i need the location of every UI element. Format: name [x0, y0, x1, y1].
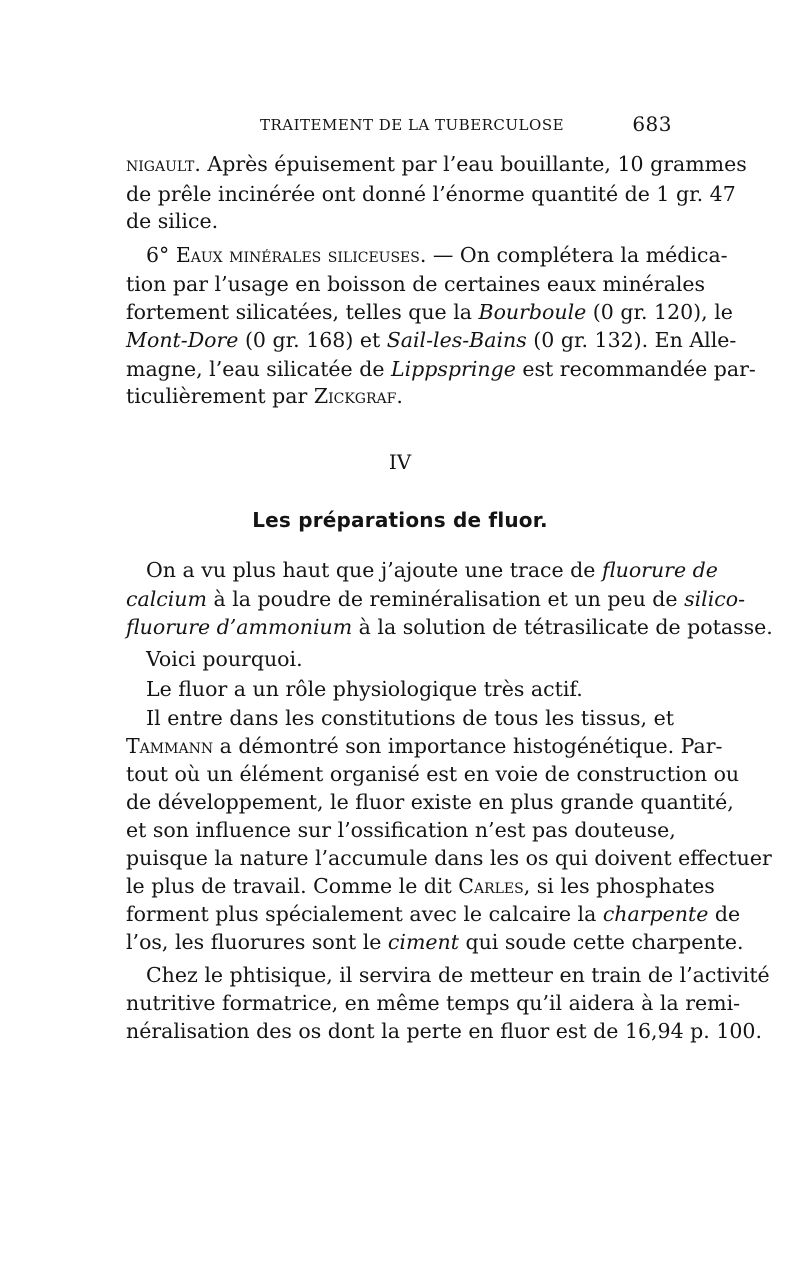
running-header	[126, 112, 676, 138]
place-name: Lippspringe	[390, 357, 516, 381]
text-line: tout où un élément organisé est en voie de construction ou	[126, 762, 740, 786]
emphasis: ciment	[387, 930, 459, 954]
text-line: nutritive formatrice, en même temps qu’il aidera à la remi-	[126, 991, 741, 1015]
text-span: le plus de travail. Comme le dit	[126, 874, 459, 898]
text-line: Chez le phtisique, il servira de metteur en train de l’activité	[146, 963, 770, 987]
text-span: Après épuisement par l’eau bouillante, 10 grammes	[200, 152, 747, 176]
text-span: qui soude cette charpente.	[458, 930, 744, 954]
text-line: Le fluor a un rôle physiologique très actif.	[146, 677, 583, 701]
text-line	[126, 326, 737, 354]
text-line: néralisation des os dont la perte en fluor est de 16,94 p. 100.	[126, 1019, 762, 1043]
chemical-term: fluorure d’ammonium	[126, 615, 353, 639]
chemical-term: silico-	[684, 587, 746, 611]
text-line	[146, 241, 728, 269]
text-line	[126, 928, 744, 956]
text-line: Il entre dans les constitutions de tous les tissus, et	[146, 706, 674, 730]
place-name: Mont-Dore	[126, 328, 239, 352]
place-name: Sail-les-Bains	[386, 328, 527, 352]
text-line	[126, 382, 674, 410]
section-number: IV	[388, 450, 412, 474]
author-name: Zickgraf.	[313, 384, 403, 408]
text-span: fortement silicatées, telles que la	[126, 300, 479, 324]
emphasis: charpente	[602, 902, 709, 926]
text-line	[126, 150, 747, 178]
text-line	[126, 355, 756, 383]
text-line: et son influence sur l’ossification n’est pas douteuse,	[126, 818, 676, 842]
text-span: magne, l’eau silicatée de	[126, 357, 391, 381]
text-line: de silice.	[126, 209, 219, 233]
author-name: Carles	[458, 874, 524, 898]
subsection-heading: Eaux minérales siliceuses.	[175, 243, 427, 267]
text-span: (0 gr. 120), le	[586, 300, 733, 324]
text-span: à la solution de tétrasilicate de potasse.	[352, 615, 773, 639]
text-span: à la poudre de reminéralisation et un peu de	[206, 587, 685, 611]
place-name: Bourboule	[478, 300, 587, 324]
text-line	[126, 872, 715, 900]
text-span: a démontré son importance histogénétique. Par-	[213, 734, 723, 758]
chemical-term: calcium	[126, 587, 207, 611]
text-line	[126, 298, 733, 326]
text-line: de développement, le fluor existe en plus grande quantité,	[126, 790, 734, 814]
text-line	[126, 732, 723, 760]
text-line: de prêle incinérée ont donné l’énorme quantité de 1 gr. 47	[126, 182, 736, 206]
text-span: forment plus spécialement avec le calcaire la	[126, 902, 603, 926]
author-name: Tammann	[126, 734, 214, 758]
text-span: On a vu plus haut que j’ajoute une trace de	[146, 558, 602, 582]
running-title: TRAITEMENT DE LA TUBERCULOSE	[260, 116, 565, 134]
text-span: de	[708, 902, 741, 926]
text-line: tion par l’usage en boisson de certaines eaux minérales	[126, 272, 706, 296]
text-line	[146, 556, 718, 584]
page-number: 683	[632, 112, 672, 136]
text-span: (0 gr. 132). En Alle-	[526, 328, 737, 352]
text-span: est recommandée par-	[515, 357, 756, 381]
item-number: 6°	[146, 243, 176, 267]
text-line	[126, 613, 773, 641]
text-span: , si les phosphates	[523, 874, 715, 898]
chemical-term: fluorure de	[601, 558, 718, 582]
text-line	[126, 585, 746, 613]
text-span: l’os, les fluorures sont le	[126, 930, 388, 954]
text-line	[126, 900, 741, 928]
author-name: nigault.	[126, 152, 201, 176]
text-line: puisque la nature l’accumule dans les os qui doivent effectuer	[126, 846, 772, 870]
text-line: Voici pourquoi.	[146, 647, 303, 671]
text-span: ticulièrement par	[126, 384, 314, 408]
text-span: (0 gr. 168) et	[238, 328, 387, 352]
section-title: Les préparations de fluor.	[252, 508, 548, 532]
text-span: — On complétera la médica-	[426, 243, 728, 267]
